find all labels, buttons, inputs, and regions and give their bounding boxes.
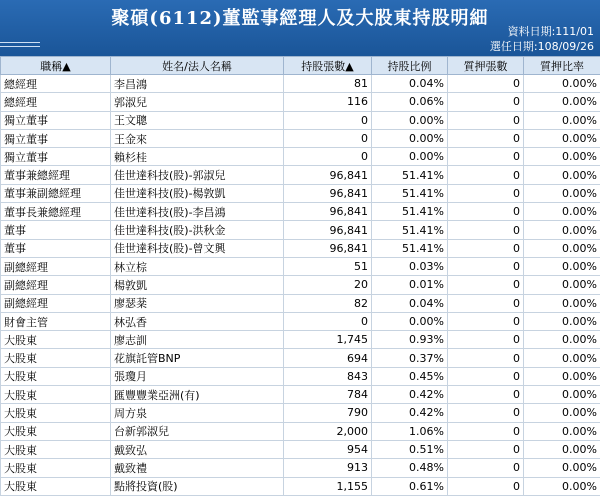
- cell-name: 花旗託管BNP: [111, 349, 284, 367]
- cell-title: 總經理: [1, 75, 111, 93]
- cell-title: 副總經理: [1, 294, 111, 312]
- cell-shares: 913: [284, 459, 372, 477]
- cell-shares: 51: [284, 257, 372, 275]
- cell-name: 台新郭淑兒: [111, 422, 284, 440]
- cell-pledge-ratio: 0.00%: [524, 422, 600, 440]
- cell-title: 大股東: [1, 459, 111, 477]
- cell-pledged-shares: 0: [448, 257, 524, 275]
- cell-name: 王金來: [111, 129, 284, 147]
- cell-shares: 1,745: [284, 331, 372, 349]
- table-row: [1, 422, 600, 440]
- cell-pledge-ratio: 0.00%: [524, 440, 600, 458]
- cell-pledged-shares: 0: [448, 276, 524, 294]
- cell-ratio: 0.03%: [372, 257, 448, 275]
- cell-pledged-shares: 0: [448, 386, 524, 404]
- data-date: 資料日期:111/01: [490, 24, 594, 39]
- cell-name: 林立棕: [111, 257, 284, 275]
- cell-title: 獨立董事: [1, 129, 111, 147]
- cell-pledge-ratio: 0.00%: [524, 239, 600, 257]
- holdings-table: [0, 56, 600, 496]
- table-row: [1, 239, 600, 257]
- cell-name: 匯豐豐業亞洲(有): [111, 386, 284, 404]
- column-header-ratio: 持股比例: [372, 57, 448, 75]
- cell-pledged-shares: 0: [448, 440, 524, 458]
- cell-pledged-shares: 0: [448, 367, 524, 385]
- cell-title: 大股東: [1, 349, 111, 367]
- cell-title: 大股東: [1, 367, 111, 385]
- cell-pledged-shares: 0: [448, 221, 524, 239]
- cell-pledged-shares: 0: [448, 93, 524, 111]
- cell-shares: 0: [284, 111, 372, 129]
- cell-pledge-ratio: 0.00%: [524, 349, 600, 367]
- cell-pledged-shares: 0: [448, 477, 524, 495]
- cell-shares: 954: [284, 440, 372, 458]
- table-row: [1, 386, 600, 404]
- table-row: [1, 257, 600, 275]
- cell-name: 佳世達科技(股)-李昌鴻: [111, 203, 284, 221]
- column-header-shares[interactable]: 持股張數▲: [284, 57, 372, 75]
- cell-title: 董事長兼總經理: [1, 203, 111, 221]
- cell-pledged-shares: 0: [448, 148, 524, 166]
- cell-shares: 96,841: [284, 221, 372, 239]
- table-row: [1, 129, 600, 147]
- cell-name: 佳世達科技(股)-楊敦凱: [111, 184, 284, 202]
- cell-name: 佳世達科技(股)-郭淑兒: [111, 166, 284, 184]
- cell-shares: 20: [284, 276, 372, 294]
- cell-ratio: 0.37%: [372, 349, 448, 367]
- cell-name: 賴杉桂: [111, 148, 284, 166]
- cell-title: 大股東: [1, 422, 111, 440]
- table-row: [1, 276, 600, 294]
- table-row: [1, 111, 600, 129]
- table-row: [1, 312, 600, 330]
- cell-pledged-shares: 0: [448, 404, 524, 422]
- cell-shares: 0: [284, 148, 372, 166]
- cell-name: 點將投資(股): [111, 477, 284, 495]
- cell-title: 總經理: [1, 93, 111, 111]
- cell-pledge-ratio: 0.00%: [524, 129, 600, 147]
- cell-ratio: 51.41%: [372, 239, 448, 257]
- cell-ratio: 0.00%: [372, 148, 448, 166]
- cell-name: 佳世達科技(股)-曾文興: [111, 239, 284, 257]
- cell-name: 李昌鴻: [111, 75, 284, 93]
- cell-ratio: 0.04%: [372, 294, 448, 312]
- cell-title: 副總經理: [1, 257, 111, 275]
- table-row: [1, 294, 600, 312]
- cell-pledge-ratio: 0.00%: [524, 367, 600, 385]
- cell-ratio: 0.61%: [372, 477, 448, 495]
- table-row: [1, 75, 600, 93]
- cell-title: 大股東: [1, 386, 111, 404]
- cell-pledged-shares: 0: [448, 331, 524, 349]
- election-date: 選任日期:108/09/26: [490, 39, 594, 54]
- cell-shares: 96,841: [284, 166, 372, 184]
- cell-shares: 0: [284, 312, 372, 330]
- cell-ratio: 51.41%: [372, 221, 448, 239]
- cell-title: 大股東: [1, 440, 111, 458]
- cell-pledged-shares: 0: [448, 129, 524, 147]
- cell-pledged-shares: 0: [448, 349, 524, 367]
- cell-pledged-shares: 0: [448, 422, 524, 440]
- cell-name: 張瓊月: [111, 367, 284, 385]
- cell-pledge-ratio: 0.00%: [524, 166, 600, 184]
- cell-title: 大股東: [1, 331, 111, 349]
- cell-title: 獨立董事: [1, 148, 111, 166]
- cell-name: 戴致弘: [111, 440, 284, 458]
- table-row: [1, 184, 600, 202]
- cell-shares: 1,155: [284, 477, 372, 495]
- cell-pledge-ratio: 0.00%: [524, 184, 600, 202]
- cell-title: 大股東: [1, 404, 111, 422]
- cell-pledge-ratio: 0.00%: [524, 276, 600, 294]
- table-row: [1, 93, 600, 111]
- cell-ratio: 0.42%: [372, 404, 448, 422]
- cell-ratio: 0.04%: [372, 75, 448, 93]
- cell-ratio: 0.00%: [372, 312, 448, 330]
- cell-ratio: 1.06%: [372, 422, 448, 440]
- cell-pledge-ratio: 0.00%: [524, 221, 600, 239]
- table-row: [1, 459, 600, 477]
- cell-name: 王文聰: [111, 111, 284, 129]
- cell-ratio: 0.01%: [372, 276, 448, 294]
- table-row: [1, 367, 600, 385]
- cell-shares: 2,000: [284, 422, 372, 440]
- page-title: 聚碩(6112)董監事經理人及大股東持股明細: [0, 4, 600, 30]
- cell-title: 董事兼總經理: [1, 166, 111, 184]
- cell-shares: 843: [284, 367, 372, 385]
- cell-ratio: 51.41%: [372, 166, 448, 184]
- cell-pledge-ratio: 0.00%: [524, 93, 600, 111]
- cell-pledged-shares: 0: [448, 184, 524, 202]
- cell-ratio: 0.42%: [372, 386, 448, 404]
- cell-pledge-ratio: 0.00%: [524, 257, 600, 275]
- cell-shares: 96,841: [284, 184, 372, 202]
- page-header: [0, 0, 600, 56]
- cell-title: 財會主管: [1, 312, 111, 330]
- cell-name: 戴致禮: [111, 459, 284, 477]
- cell-shares: 694: [284, 349, 372, 367]
- cell-pledge-ratio: 0.00%: [524, 294, 600, 312]
- cell-pledge-ratio: 0.00%: [524, 477, 600, 495]
- cell-pledge-ratio: 0.00%: [524, 386, 600, 404]
- cell-name: 周方泉: [111, 404, 284, 422]
- cell-name: 楊敦凱: [111, 276, 284, 294]
- table-row: [1, 440, 600, 458]
- cell-name: 郭淑兒: [111, 93, 284, 111]
- cell-pledged-shares: 0: [448, 312, 524, 330]
- cell-shares: 96,841: [284, 239, 372, 257]
- cell-title: 獨立董事: [1, 111, 111, 129]
- cell-name: 廖瑟棻: [111, 294, 284, 312]
- cell-pledge-ratio: 0.00%: [524, 75, 600, 93]
- cell-pledge-ratio: 0.00%: [524, 404, 600, 422]
- cell-ratio: 0.00%: [372, 129, 448, 147]
- cell-title: 大股東: [1, 477, 111, 495]
- column-header-pledge-ratio: 質押比率: [524, 57, 600, 75]
- table-row: [1, 477, 600, 495]
- date-info: [490, 24, 594, 54]
- column-header-name: 姓名/法人名稱: [111, 57, 284, 75]
- table-row: [1, 148, 600, 166]
- cell-shares: 0: [284, 129, 372, 147]
- cell-title: 董事: [1, 221, 111, 239]
- cell-pledge-ratio: 0.00%: [524, 331, 600, 349]
- cell-pledged-shares: 0: [448, 239, 524, 257]
- cell-ratio: 51.41%: [372, 184, 448, 202]
- cell-pledge-ratio: 0.00%: [524, 459, 600, 477]
- cell-name: 佳世達科技(股)-洪秋金: [111, 221, 284, 239]
- cell-pledge-ratio: 0.00%: [524, 148, 600, 166]
- header-decoration: [0, 42, 40, 50]
- cell-ratio: 0.00%: [372, 111, 448, 129]
- cell-pledge-ratio: 0.00%: [524, 203, 600, 221]
- cell-ratio: 0.45%: [372, 367, 448, 385]
- table-row: [1, 349, 600, 367]
- cell-name: 廖志訓: [111, 331, 284, 349]
- table-header-row: [1, 57, 600, 75]
- cell-pledged-shares: 0: [448, 111, 524, 129]
- table-row: [1, 331, 600, 349]
- cell-ratio: 51.41%: [372, 203, 448, 221]
- table-row: [1, 166, 600, 184]
- cell-title: 董事兼副總經理: [1, 184, 111, 202]
- cell-pledged-shares: 0: [448, 294, 524, 312]
- table-row: [1, 404, 600, 422]
- cell-ratio: 0.93%: [372, 331, 448, 349]
- cell-shares: 790: [284, 404, 372, 422]
- cell-shares: 784: [284, 386, 372, 404]
- cell-ratio: 0.48%: [372, 459, 448, 477]
- cell-title: 副總經理: [1, 276, 111, 294]
- cell-pledge-ratio: 0.00%: [524, 312, 600, 330]
- cell-shares: 82: [284, 294, 372, 312]
- column-header-title[interactable]: 職稱▲: [1, 57, 111, 75]
- cell-shares: 96,841: [284, 203, 372, 221]
- table-row: [1, 221, 600, 239]
- cell-ratio: 0.06%: [372, 93, 448, 111]
- cell-ratio: 0.51%: [372, 440, 448, 458]
- table-row: [1, 203, 600, 221]
- cell-pledged-shares: 0: [448, 75, 524, 93]
- cell-shares: 81: [284, 75, 372, 93]
- cell-pledged-shares: 0: [448, 459, 524, 477]
- cell-pledge-ratio: 0.00%: [524, 111, 600, 129]
- cell-pledged-shares: 0: [448, 203, 524, 221]
- cell-pledged-shares: 0: [448, 166, 524, 184]
- cell-shares: 116: [284, 93, 372, 111]
- cell-title: 董事: [1, 239, 111, 257]
- column-header-pledged-shares: 質押張數: [448, 57, 524, 75]
- cell-name: 林弘香: [111, 312, 284, 330]
